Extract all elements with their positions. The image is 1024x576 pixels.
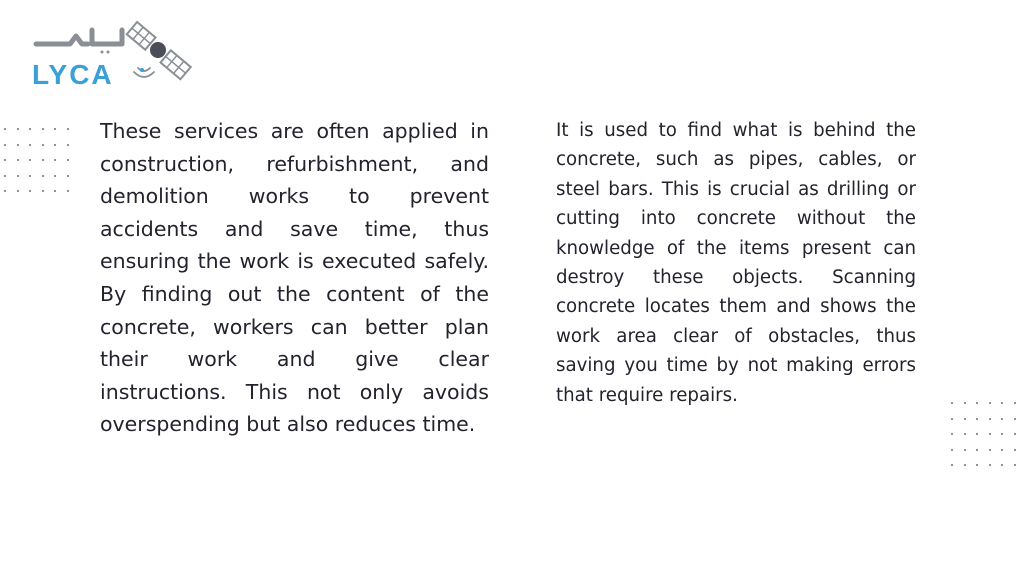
decor-dot xyxy=(42,128,44,130)
decor-dot xyxy=(17,190,19,192)
logo-latin-wordmark: LYCA xyxy=(32,59,114,90)
decor-dot xyxy=(989,418,991,420)
decor-dot xyxy=(4,144,6,146)
decor-dot xyxy=(29,144,31,146)
decor-dot xyxy=(54,190,56,192)
decor-dot xyxy=(29,175,31,177)
decor-dot xyxy=(54,128,56,130)
dot-grid-left xyxy=(4,128,74,196)
decor-dot xyxy=(42,190,44,192)
decor-dot xyxy=(951,418,953,420)
decor-dot xyxy=(964,464,966,466)
decor-dot xyxy=(67,144,69,146)
decor-dot xyxy=(1001,449,1003,451)
decor-dot xyxy=(29,128,31,130)
decor-dot xyxy=(1001,433,1003,435)
decor-dot xyxy=(951,402,953,404)
decor-dot xyxy=(29,190,31,192)
decor-dot xyxy=(989,449,991,451)
decor-dot xyxy=(976,449,978,451)
decor-dot xyxy=(964,449,966,451)
decor-dot xyxy=(1014,402,1016,404)
decor-dot xyxy=(67,190,69,192)
satellite-antenna-dot xyxy=(140,68,144,72)
decor-dot xyxy=(42,144,44,146)
decor-dot xyxy=(989,464,991,466)
satellite-signal-icon xyxy=(134,68,154,77)
decor-dot xyxy=(17,159,19,161)
decor-dot xyxy=(1014,449,1016,451)
decor-dot xyxy=(1001,464,1003,466)
decor-dot xyxy=(976,402,978,404)
decor-dot xyxy=(951,433,953,435)
decor-dot xyxy=(989,433,991,435)
satellite-icon xyxy=(127,22,191,79)
dot-grid-right xyxy=(951,402,1021,470)
decor-dot xyxy=(4,159,6,161)
decor-dot xyxy=(951,449,953,451)
decor-dot xyxy=(4,128,6,130)
decor-dot xyxy=(17,175,19,177)
decor-dot xyxy=(54,159,56,161)
logo-arabic-wordmark xyxy=(36,30,122,54)
decor-dot xyxy=(976,418,978,420)
decor-dot xyxy=(67,175,69,177)
decor-dot xyxy=(17,128,19,130)
decor-dot xyxy=(1001,402,1003,404)
decor-dot xyxy=(67,128,69,130)
decor-dot xyxy=(4,175,6,177)
decor-dot xyxy=(1014,433,1016,435)
decor-dot xyxy=(989,402,991,404)
decor-dot xyxy=(42,175,44,177)
decor-dot xyxy=(1014,464,1016,466)
decor-dot xyxy=(964,433,966,435)
decor-dot xyxy=(1014,418,1016,420)
decor-dot xyxy=(4,190,6,192)
decor-dot xyxy=(54,144,56,146)
decor-dot xyxy=(42,159,44,161)
decor-dot xyxy=(1001,418,1003,420)
decor-dot xyxy=(67,159,69,161)
decor-dot xyxy=(964,402,966,404)
decor-dot xyxy=(976,433,978,435)
decor-dot xyxy=(951,464,953,466)
decor-dot xyxy=(964,418,966,420)
decor-dot xyxy=(54,175,56,177)
decor-dot xyxy=(976,464,978,466)
decor-dot xyxy=(29,159,31,161)
decor-dot xyxy=(17,144,19,146)
left-paragraph: These services are often applied in construction, refurbishment, and demolition works to prevent accidents and save time, thus ensuring the work is executed safely. By finding out the content of the concrete, workers can better plan their work and give clear instructions. This not only avoids overspending but also reduces time. xyxy=(100,119,489,437)
lyca-logo xyxy=(30,18,200,94)
right-paragraph: It is used to find what is behind the concrete, such as pipes, cables, or steel bars. This is crucial as drilling or cutting into concrete without the knowledge of the items present can destroy these objects. Scanning concrete locates them and shows the work area clear of obstacles, thus saving you time by not making errors that require repairs. xyxy=(556,120,916,406)
